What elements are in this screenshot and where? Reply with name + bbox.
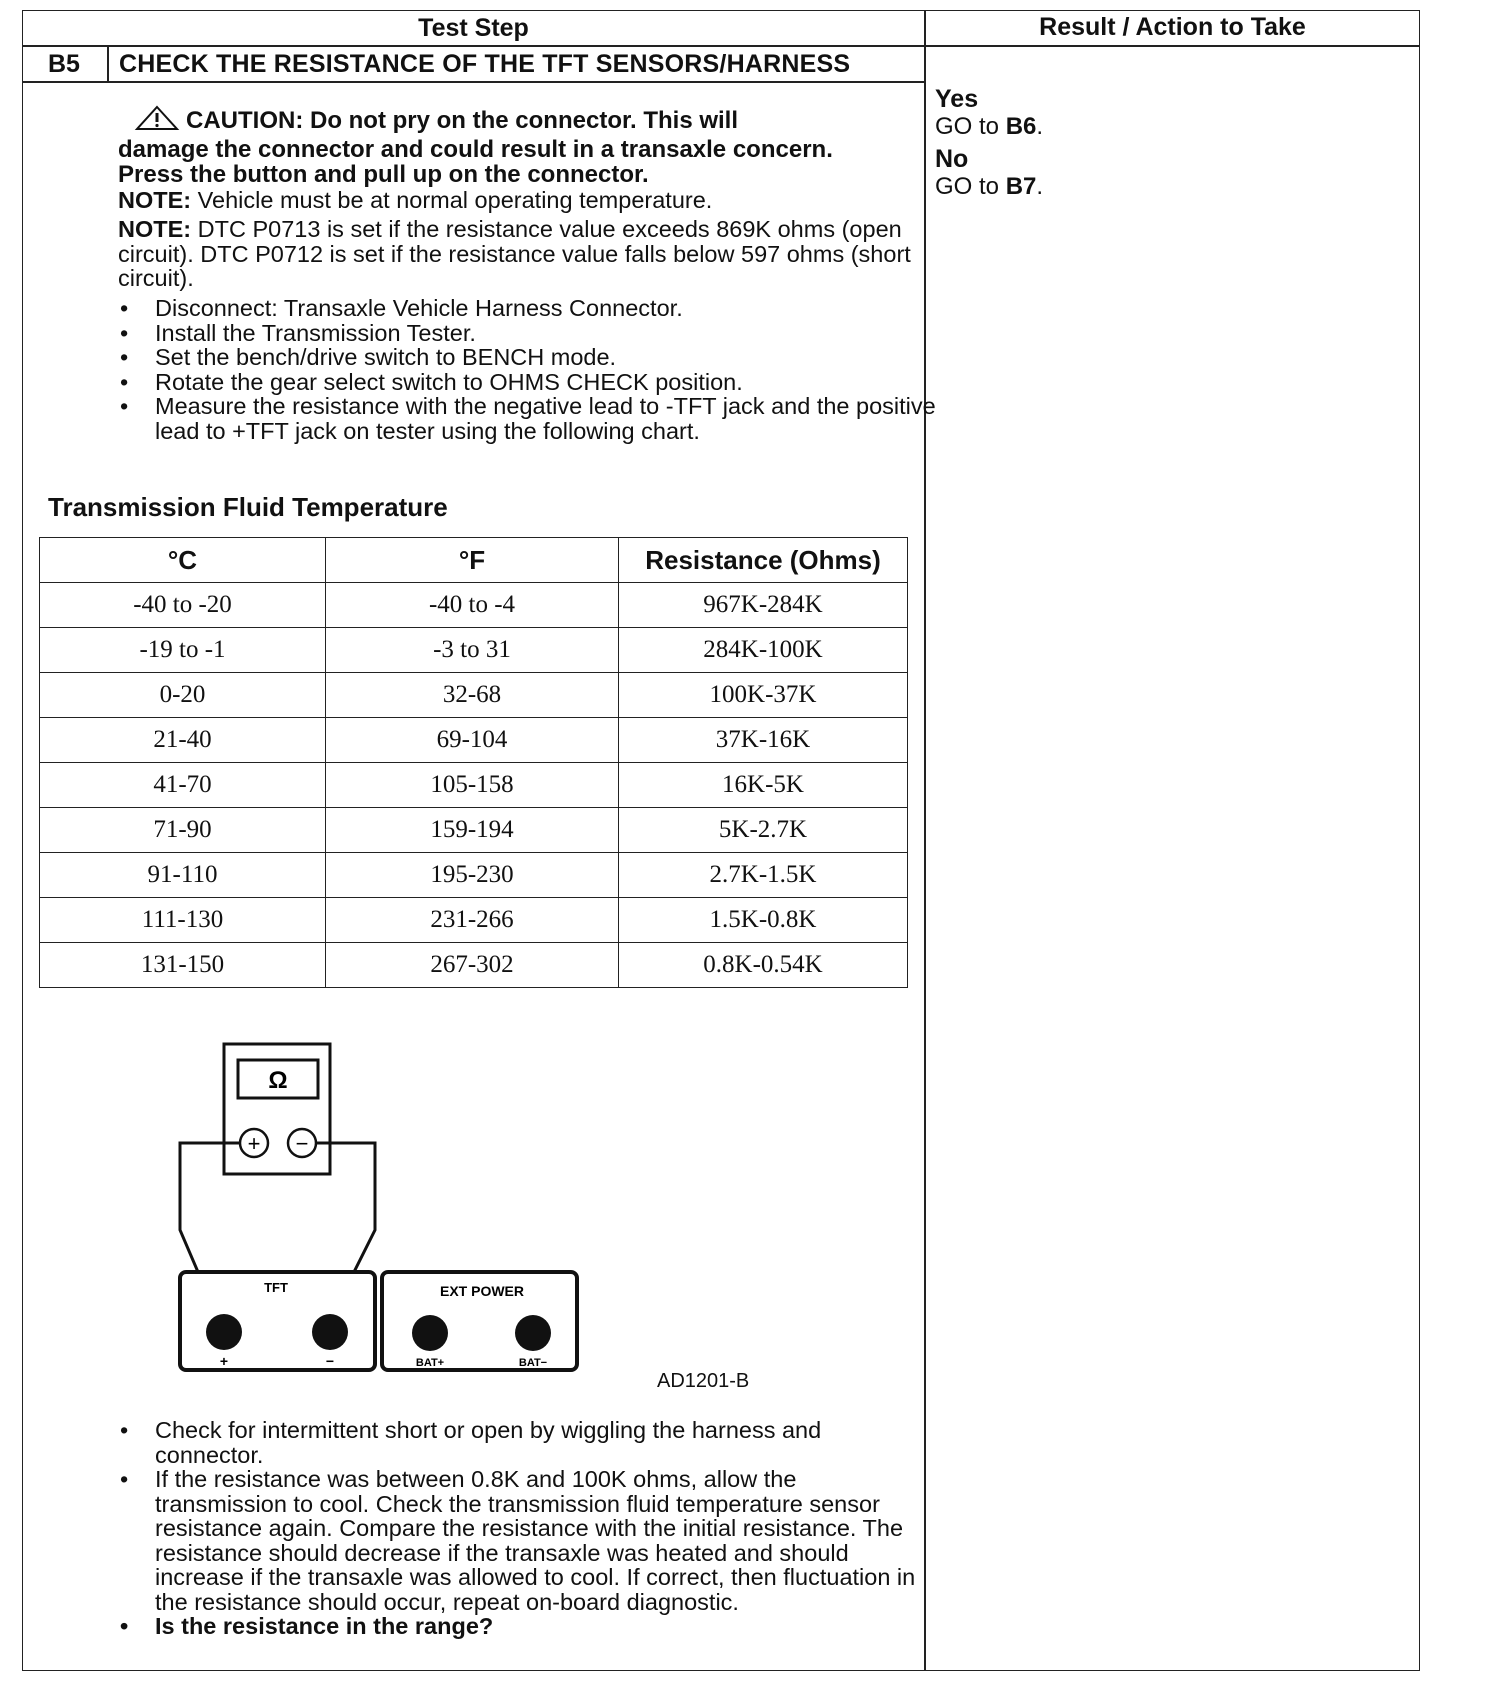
step-id: B5 <box>48 50 80 78</box>
plus-icon: + <box>247 1131 261 1156</box>
tft-resistance-table <box>39 537 908 988</box>
note-2-label: NOTE: <box>118 216 192 242</box>
caution-line-3: Press the button and pull up on the connector. <box>118 161 649 188</box>
step-title: CHECK THE RESISTANCE OF THE TFT SENSORS/HARNESS <box>119 50 851 78</box>
cell-fahrenheit: 231-266 <box>326 898 619 943</box>
table-row <box>40 673 908 718</box>
cell-resistance: 37K-16K <box>619 718 908 763</box>
tft-minus-label: − <box>325 1353 335 1369</box>
table-row <box>40 628 908 673</box>
tft-plus-label: + <box>219 1353 229 1369</box>
col-header-celsius: °C <box>40 538 326 583</box>
cell-fahrenheit: 159-194 <box>326 808 619 853</box>
result-no <box>935 146 1043 200</box>
table-row <box>40 853 908 898</box>
cell-resistance: 100K-37K <box>619 673 908 718</box>
cell-resistance: 2.7K-1.5K <box>619 853 908 898</box>
tft-label: TFT <box>264 1280 288 1295</box>
bat-minus-label: BAT− <box>518 1357 548 1369</box>
header-result-action: Result / Action to Take <box>1039 13 1306 41</box>
cell-celsius: -40 to -20 <box>40 583 326 628</box>
note-1 <box>118 188 918 213</box>
result-no-action <box>935 173 1043 200</box>
cell-resistance: 5K-2.7K <box>619 808 908 853</box>
cell-fahrenheit: -40 to -4 <box>326 583 619 628</box>
cell-celsius: 131-150 <box>40 943 326 988</box>
cell-celsius: 91-110 <box>40 853 326 898</box>
note-2-text: DTC P0713 is set if the resistance value exceeds 869K ohms (open circuit). DTC P0712 is set if the resistance value falls below 597 ohms (short circuit). <box>118 216 911 291</box>
cell-celsius: 21-40 <box>40 718 326 763</box>
note-1-text: Vehicle must be at normal operating temperature. <box>191 187 713 213</box>
header-test-step: Test Step <box>418 14 529 42</box>
table-row <box>40 808 908 853</box>
caution-block <box>118 104 918 187</box>
list-item: • If the resistance was between 0.8K and 100K ohms, allow the transmission to cool. Check the transmission fluid temperature sensor resistance again. Compare the resistance with the initial resistance. The resistance should decrease if the transaxle was heated and should increase if the transaxle was allowed to cool. If correct, then fluctuation in the resistance should occur, repeat on-board diagnostic. <box>118 1467 918 1614</box>
minus-icon: − <box>295 1131 309 1156</box>
figure-reference: AD1201-B <box>657 1370 750 1392</box>
result-no-prefix: GO to <box>935 173 1006 200</box>
step-row-divider <box>22 81 925 83</box>
cell-celsius: 0-20 <box>40 673 326 718</box>
table-header-row <box>40 538 908 583</box>
cell-resistance: 284K-100K <box>619 628 908 673</box>
table-row <box>40 583 908 628</box>
cell-resistance: 967K-284K <box>619 583 908 628</box>
bat-positive-jack <box>412 1315 448 1351</box>
cell-celsius: 71-90 <box>40 808 326 853</box>
result-yes-action <box>935 113 1043 140</box>
final-checks-list <box>118 1418 918 1639</box>
cell-celsius: 41-70 <box>40 763 326 808</box>
cell-celsius: 111-130 <box>40 898 326 943</box>
tft-negative-jack <box>312 1314 348 1350</box>
list-item: • Check for intermittent short or open by wiggling the harness and connector. <box>118 1418 918 1467</box>
result-yes-label: Yes <box>935 85 979 113</box>
caution-line-1 <box>118 104 918 137</box>
cell-resistance: 1.5K-0.8K <box>619 898 908 943</box>
cell-resistance: 16K-5K <box>619 763 908 808</box>
cell-fahrenheit: 69-104 <box>326 718 619 763</box>
cell-fahrenheit: 105-158 <box>326 763 619 808</box>
list-item: • Measure the resistance with the negative lead to -TFT jack and the positive lead to +TFT jack on tester using the following chart. <box>118 394 938 443</box>
cell-celsius: -19 to -1 <box>40 628 326 673</box>
list-item: • Install the Transmission Tester. <box>118 321 938 346</box>
result-no-suffix: . <box>1036 173 1044 200</box>
note-2 <box>118 217 928 291</box>
tft-positive-jack <box>206 1314 242 1350</box>
list-item: • Is the resistance in the range? <box>118 1614 918 1639</box>
warning-triangle-icon <box>134 104 180 137</box>
cell-fahrenheit: 267-302 <box>326 943 619 988</box>
col-header-fahrenheit: °F <box>326 538 619 583</box>
result-no-target: B7 <box>1005 173 1037 200</box>
bat-plus-label: BAT+ <box>415 1357 445 1369</box>
list-item: • Disconnect: Transaxle Vehicle Harness Connector. <box>118 296 938 321</box>
ext-power-label: EXT POWER <box>439 1283 525 1299</box>
step-id-divider <box>107 45 109 82</box>
col-header-resistance: Resistance (Ohms) <box>619 538 908 583</box>
caution-text-1: CAUTION: Do not pry on the connector. This will <box>186 107 738 134</box>
cell-resistance: 0.8K-0.54K <box>619 943 908 988</box>
note-1-label: NOTE: <box>118 187 192 213</box>
tester-diagram <box>170 1040 590 1385</box>
result-yes <box>935 86 1043 140</box>
ohm-icon: Ω <box>268 1067 288 1094</box>
chart-title: Transmission Fluid Temperature <box>48 492 448 522</box>
cell-fahrenheit: 195-230 <box>326 853 619 898</box>
table-row <box>40 718 908 763</box>
result-yes-prefix: GO to <box>935 113 1006 140</box>
table-row <box>40 943 908 988</box>
caution-line-2: damage the connector and could result in a transaxle concern. <box>118 136 833 163</box>
bat-negative-jack <box>515 1315 551 1351</box>
list-item: • Rotate the gear select switch to OHMS CHECK position. <box>118 370 938 395</box>
result-yes-target: B6 <box>1005 113 1037 140</box>
table-row <box>40 898 908 943</box>
list-item: • Set the bench/drive switch to BENCH mode. <box>118 345 938 370</box>
header-divider <box>22 45 1420 47</box>
table-row <box>40 763 908 808</box>
cell-fahrenheit: -3 to 31 <box>326 628 619 673</box>
cell-fahrenheit: 32-68 <box>326 673 619 718</box>
result-no-label: No <box>935 145 969 173</box>
procedure-list <box>118 296 938 443</box>
result-yes-suffix: . <box>1036 113 1044 140</box>
